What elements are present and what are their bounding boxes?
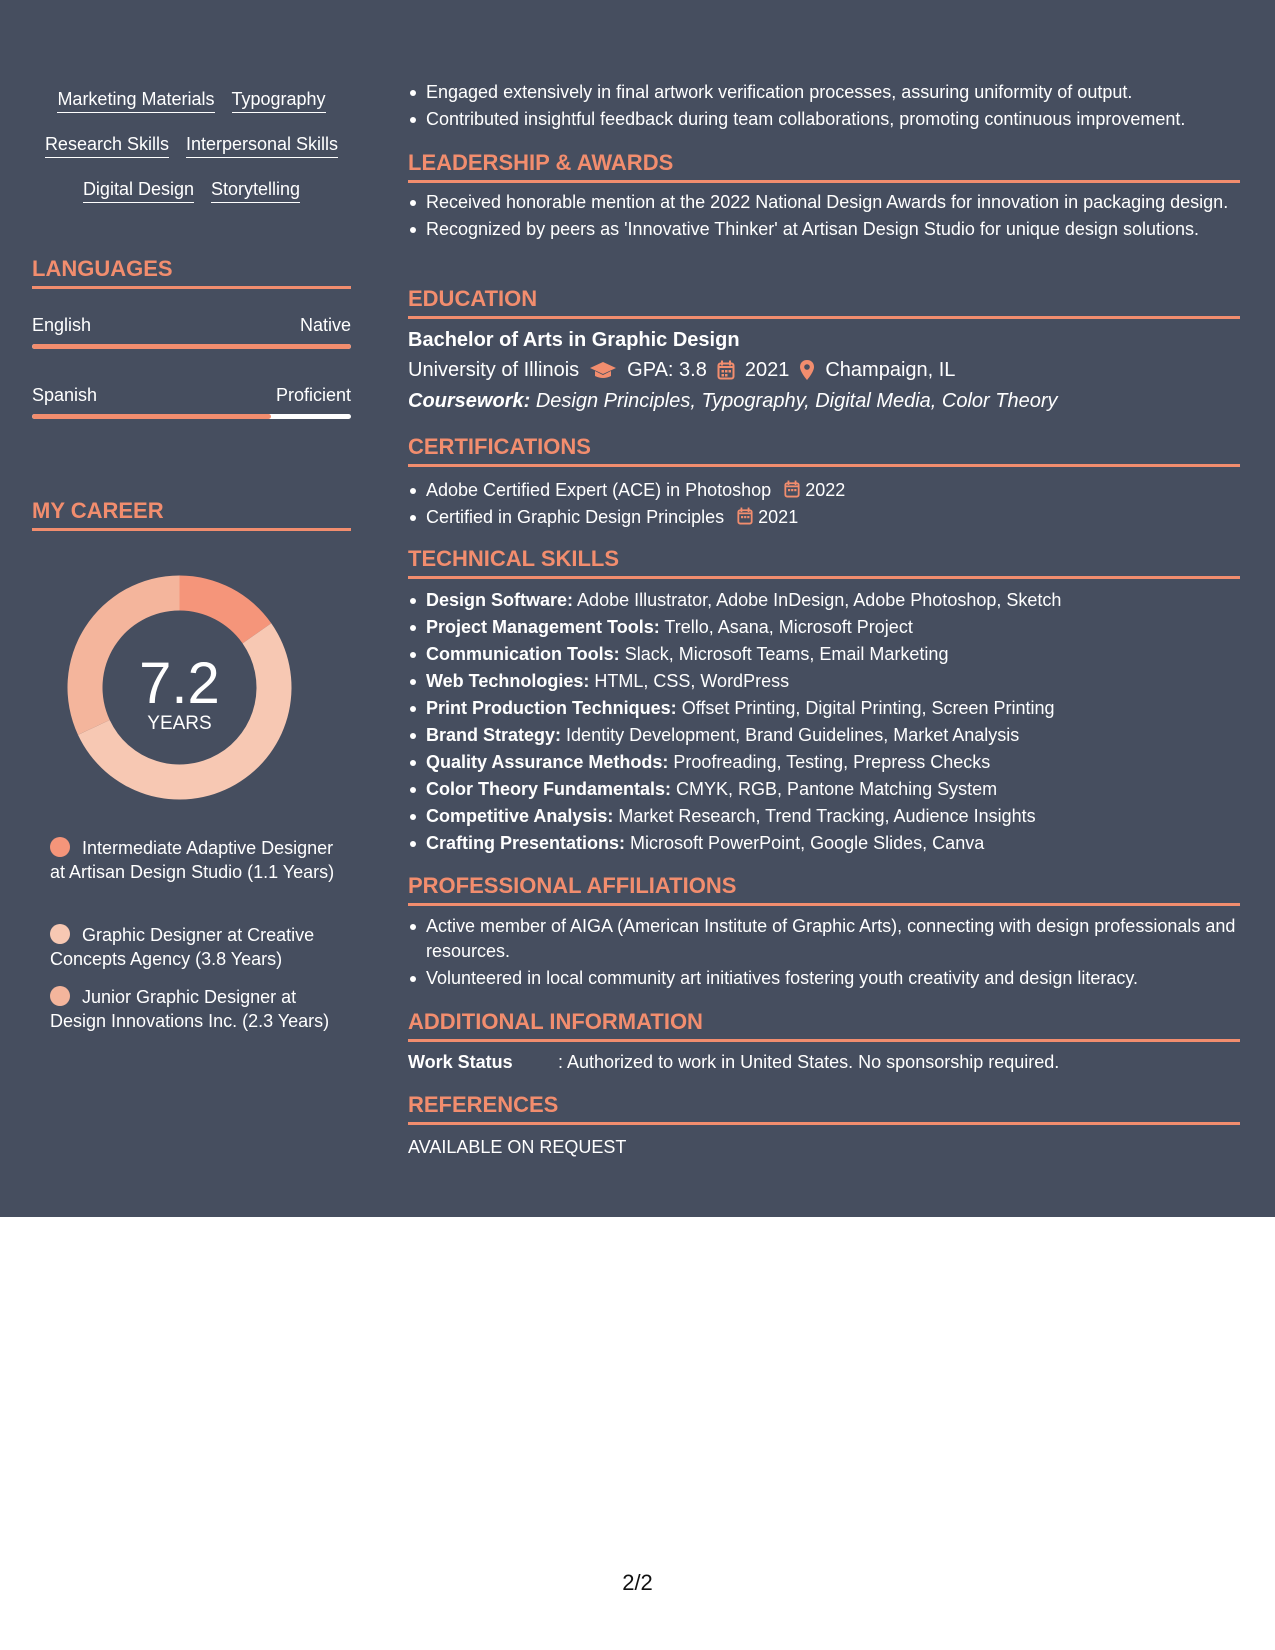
list-item [426, 723, 1258, 748]
skill-value: Offset Printing, Digital Printing, Screen Printing [681, 698, 1055, 718]
skills-row [32, 88, 351, 113]
certifications-list [408, 478, 1258, 532]
skill-tag: Research Skills [45, 133, 169, 158]
language-row [32, 384, 351, 406]
skills-row [32, 178, 351, 203]
skill-label: Print Production Techniques: [426, 698, 677, 718]
skill-tag: Interpersonal Skills [186, 133, 338, 158]
list-item [426, 696, 1258, 721]
list-item [426, 588, 1258, 613]
work-status-value: : Authorized to work in United States. No sponsorship required. [558, 1052, 1060, 1072]
skill-value: CMYK, RGB, Pantone Matching System [676, 779, 998, 799]
education-title: EDUCATION [408, 286, 1240, 319]
list-item: Engaged extensively in final artwork verification processes, assuring uniformity of output. [426, 80, 1258, 105]
list-item [426, 478, 1258, 503]
legend-dot-icon [50, 837, 70, 857]
technical-skills-list [408, 588, 1258, 858]
legend-dot-icon [50, 986, 70, 1006]
coursework-value: Design Principles, Typography, Digital Media, Color Theory [535, 390, 1058, 412]
skill-tag: Storytelling [211, 178, 300, 203]
list-item: Active member of AIGA (American Institute of Graphic Arts), connecting with design professionals and resources. [426, 914, 1258, 964]
additional-info-title: ADDITIONAL INFORMATION [408, 1009, 1240, 1042]
language-bar-fill [32, 414, 271, 419]
list-item: Volunteered in local community art initiatives fostering youth creativity and design literacy. [426, 966, 1258, 991]
calendar-icon [717, 360, 735, 380]
career-legend-item [50, 985, 340, 1033]
education-details [408, 358, 955, 382]
skill-label: Quality Assurance Methods: [426, 752, 669, 772]
languages-title: LANGUAGES [32, 256, 351, 289]
skill-value: Adobe Illustrator, Adobe InDesign, Adobe Photoshop, Sketch [577, 590, 1062, 610]
references-title: REFERENCES [408, 1092, 1240, 1125]
language-name: English [32, 315, 92, 335]
skill-label: Crafting Presentations: [426, 833, 626, 853]
skill-value: HTML, CSS, WordPress [594, 671, 790, 691]
skill-tag: Digital Design [83, 178, 194, 203]
skill-value: Slack, Microsoft Teams, Email Marketing [624, 644, 949, 664]
list-item [426, 777, 1258, 802]
skill-label: Project Management Tools: [426, 617, 660, 637]
legend-dot-icon [50, 924, 70, 944]
calendar-icon [784, 480, 800, 498]
school-location: Champaign, IL [825, 359, 956, 381]
degree-name: Bachelor of Arts in Graphic Design [408, 329, 740, 351]
skill-value: Trello, Asana, Microsoft Project [664, 617, 913, 637]
skill-value: Proofreading, Testing, Prepress Checks [673, 752, 991, 772]
gpa-value: GPA: 3.8 [627, 359, 707, 381]
leadership-list [408, 190, 1258, 244]
coursework [408, 389, 1058, 413]
leadership-title: LEADERSHIP & AWARDS [408, 150, 1240, 183]
skill-label: Brand Strategy: [426, 725, 562, 745]
affiliations-list [408, 914, 1258, 993]
skill-tag: Marketing Materials [57, 88, 214, 113]
skill-value: Identity Development, Brand Guidelines, Market Analysis [566, 725, 1020, 745]
list-item: Received honorable mention at the 2022 National Design Awards for innovation in packaging design. [426, 190, 1258, 215]
legend-label: Intermediate Adaptive Designer at Artisan Design Studio (1.1 Years) [50, 838, 335, 882]
calendar-icon [737, 507, 753, 525]
references-text: AVAILABLE ON REQUEST [408, 1137, 627, 1157]
certification-name: Certified in Graphic Design Principles [426, 507, 725, 527]
legend-label: Graphic Designer at Creative Concepts Agency (3.8 Years) [50, 925, 315, 969]
list-item [426, 505, 1258, 530]
list-item: Recognized by peers as 'Innovative Thinker' at Artisan Design Studio for unique design solutions. [426, 217, 1258, 242]
list-item [426, 615, 1258, 640]
skills-row [32, 133, 351, 158]
language-bar [32, 344, 351, 349]
career-donut-chart [67, 575, 292, 800]
language-level: Native [299, 315, 351, 335]
skill-label: Communication Tools: [426, 644, 620, 664]
experience-bullets [408, 80, 1258, 134]
skill-value: Market Research, Trend Tracking, Audience Insights [618, 806, 1036, 826]
certifications-title: CERTIFICATIONS [408, 434, 1240, 467]
affiliations-title: PROFESSIONAL AFFILIATIONS [408, 873, 1240, 906]
coursework-label: Coursework: [408, 390, 531, 412]
skill-label: Web Technologies: [426, 671, 590, 691]
career-legend-item [50, 923, 340, 971]
career-title: MY CAREER [32, 498, 351, 531]
work-status-label: Work Status [408, 1052, 513, 1072]
skill-label: Color Theory Fundamentals: [426, 779, 672, 799]
language-bar [32, 414, 351, 419]
graduation-cap-icon [589, 360, 617, 380]
list-item [426, 642, 1258, 667]
certification-year: 2022 [805, 480, 846, 500]
skill-label: Competitive Analysis: [426, 806, 614, 826]
page-number: 2/2 [622, 1570, 653, 1595]
certification-year: 2021 [758, 507, 799, 527]
language-bar-fill [32, 344, 351, 349]
school-name: University of Illinois [408, 359, 580, 381]
location-pin-icon [799, 359, 815, 381]
language-level: Proficient [275, 385, 351, 405]
career-total-value: 7.2 [139, 651, 220, 716]
skill-tag: Typography [232, 88, 326, 113]
list-item [426, 804, 1258, 829]
legend-label: Junior Graphic Designer at Design Innovations Inc. (2.3 Years) [50, 987, 330, 1031]
list-item [426, 750, 1258, 775]
technical-skills-title: TECHNICAL SKILLS [408, 546, 1240, 579]
work-status [408, 1051, 1059, 1073]
list-item: Contributed insightful feedback during team collaborations, promoting continuous improvement. [426, 107, 1258, 132]
list-item [426, 669, 1258, 694]
skill-label: Design Software: [426, 590, 574, 610]
career-total-unit: YEARS [147, 713, 212, 734]
certification-name: Adobe Certified Expert (ACE) in Photoshop [426, 480, 772, 500]
skill-value: Microsoft PowerPoint, Google Slides, Canva [630, 833, 985, 853]
list-item [426, 831, 1258, 856]
graduation-year: 2021 [744, 359, 790, 381]
language-name: Spanish [32, 385, 98, 405]
language-row [32, 314, 351, 336]
career-legend-item [50, 836, 340, 884]
